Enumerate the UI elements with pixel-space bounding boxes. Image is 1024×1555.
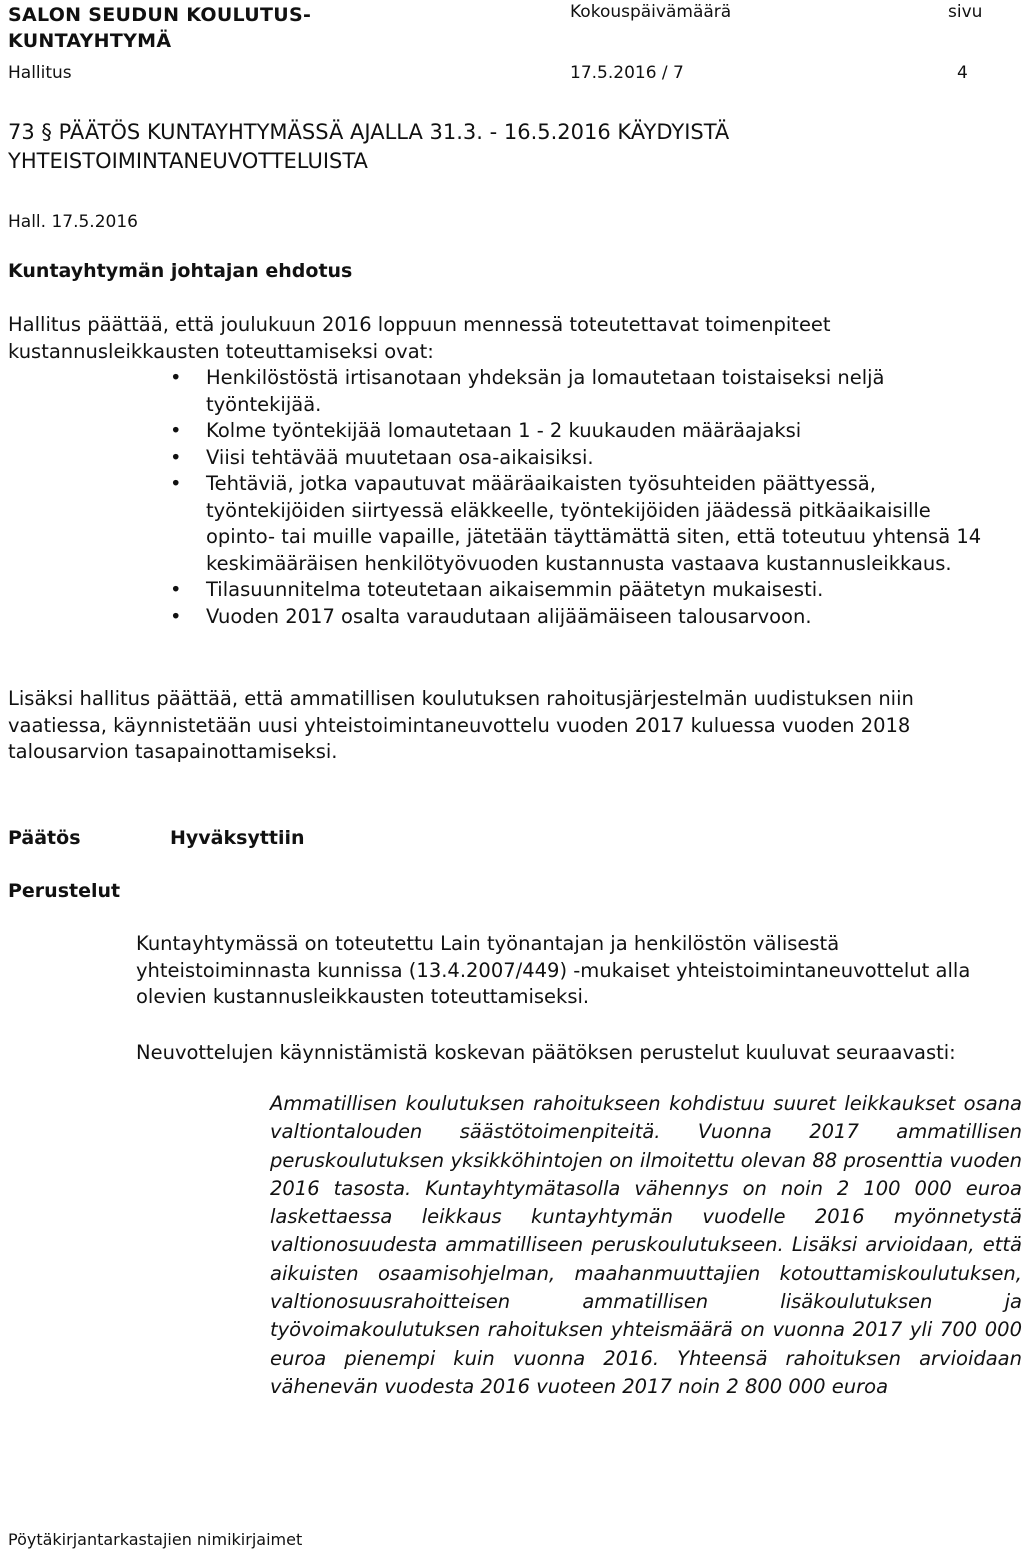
organization-name [8, 2, 311, 54]
bullet-icon: • [170, 366, 182, 389]
proposal-intro: Hallitus päättää, että joulukuun 2016 loppuun mennessä toteutettavat toimenpiteet kustannusleikkausten toteuttamiseksi ovat: [8, 313, 831, 363]
page-label: sivu [948, 2, 983, 22]
bullet-icon: • [170, 419, 182, 442]
list-item [170, 577, 1000, 604]
decision-label: Päätös [8, 827, 81, 849]
organization-line-1: SALON SEUDUN KOULUTUS- [8, 4, 312, 26]
list-item [170, 418, 1000, 445]
page-number: 4 [957, 63, 968, 83]
list-item [170, 604, 1000, 631]
basis-paragraph-2: Neuvottelujen käynnistämistä koskevan päätöksen perustelut kuuluvat seuraavasti: [136, 1041, 956, 1064]
section-title [8, 118, 729, 176]
basis-quote: Ammatillisen koulutuksen rahoitukseen kohdistuu suuret leikkaukset osana valtiontalouden säästötoimenpiteitä. Vuonna 2017 ammatillisen peruskoulutuksen yksikköhintojen on ilmoitettu olevan 88 prosenttia vuoden 2016 tasosta. Kuntayhtymätasolla vähennys on noin 2 100 000 euroa laskettaessa leikkaus kuntayhtymän vuodelle 2016 myönnetystä valtionosuudesta ammatilliseen peruskoulutukseen. Lisäksi arvioidaan, että aikuisten osaamisohjelman, maahanmuuttajien kotouttamiskoulutuksen, valtionosuusrahoitteisen ammatillisen lisäkoulutuksen ja työvoimakoulutuksen rahoituksen yhteismäärä on vuonna 2017 yli 700 000 euroa pienempi kuin vuonna 2016. Yhteensä rahoituksen arvioidaan vähenevän vuodesta 2016 vuoteen 2017 noin 2 800 000 euroa [270, 1092, 1022, 1398]
body-name: Hallitus [8, 63, 72, 83]
additional-decision: Lisäksi hallitus päättää, että ammatillisen koulutuksen rahoitusjärjestelmän uudistuksen niin vaatiessa, käynnistetään uusi yhteistoimintaneuvottelu vuoden 2017 kuluessa vuoden 2018 talousarvion tasapainottamiseksi. [8, 687, 914, 763]
list-item-text: Tehtäviä, jotka vapautuvat määräaikaisten työsuhteiden päättyessä, työntekijöiden siirtyessä eläkkeelle, työntekijöiden jäädessä pitkäaikaisille opinto- tai muille vapaille, jätetään täyttämättä siten, että toteutuu yhtensä 14 keskimääräisen henkilötyövuoden kustannusta vastaava kustannusleikkaus. [206, 472, 982, 575]
hall-date: Hall. 17.5.2016 [8, 212, 138, 232]
measures-list [170, 365, 1000, 630]
bullet-icon: • [170, 472, 182, 495]
decision-value: Hyväksyttiin [170, 827, 305, 849]
list-item-text: Tilasuunnitelma toteutetaan aikaisemmin päätetyn mukaisesti. [206, 578, 824, 601]
list-item [170, 365, 1000, 418]
section-title-line-1: 73 § PÄÄTÖS KUNTAYHTYMÄSSÄ AJALLA 31.3. - 16.5.2016 KÄYDYISTÄ [8, 120, 730, 144]
list-item [170, 471, 1000, 577]
proposal-heading: Kuntayhtymän johtajan ehdotus [8, 260, 353, 282]
meeting-date-section: 17.5.2016 / 7 [570, 63, 684, 83]
organization-line-2: KUNTAYHTYMÄ [8, 30, 172, 52]
bullet-icon: • [170, 578, 182, 601]
list-item-text: Vuoden 2017 osalta varaudutaan alijäämäiseen talousarvoon. [206, 604, 812, 628]
list-item-text: Henkilöstöstä irtisanotaan yhdeksän ja lomautetaan toistaiseksi neljä työntekijää. [206, 366, 885, 416]
basis-paragraph-1: Kuntayhtymässä on toteutettu Lain työnantajan ja henkilöstön välisestä yhteistoiminnasta kunnissa (13.4.2007/449) -mukaiset yhteistoimintaneuvottelut alla olevien kustannusleikkausten toteuttamiseksi. [136, 932, 971, 1008]
basis-label: Perustelut [8, 880, 121, 902]
meeting-date-label: Kokouspäivämäärä [570, 2, 732, 22]
initials-label: Pöytäkirjantarkastajien nimikirjaimet [8, 1530, 303, 1549]
list-item-text: Viisi tehtävää muutetaan osa-aikaisiksi. [206, 445, 594, 469]
bullet-icon: • [170, 604, 182, 628]
list-item-text: Kolme työntekijää lomautetaan 1 - 2 kuukauden määräajaksi [206, 419, 802, 442]
list-item [170, 445, 1000, 472]
section-title-line-2: YHTEISTOIMINTANEUVOTTELUISTA [8, 149, 368, 173]
bullet-icon: • [170, 445, 182, 469]
